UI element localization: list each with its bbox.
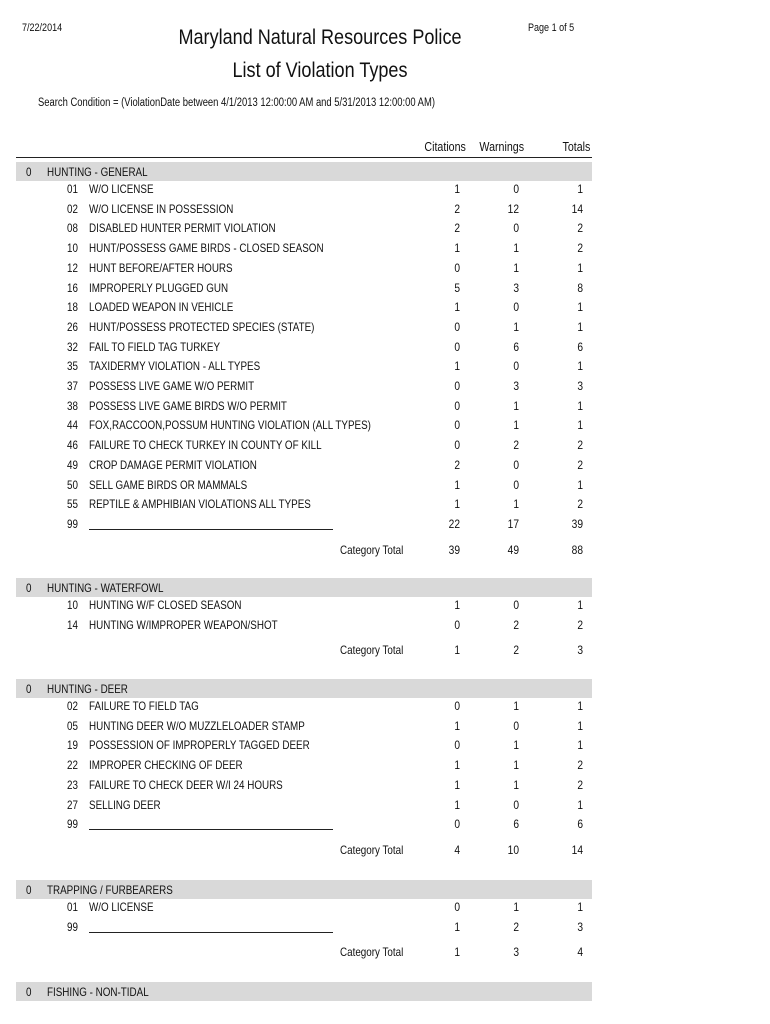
total-totals-value: 3 — [577, 643, 583, 658]
totals-value: 1 — [577, 797, 583, 812]
warnings-value: 2 — [513, 919, 519, 934]
citations-value: 0 — [454, 418, 460, 433]
total-warnings-value: 10 — [507, 842, 519, 857]
warnings-value: 1 — [513, 758, 519, 773]
warnings-value: 2 — [513, 438, 519, 453]
violation-description: HUNT BEFORE/AFTER HOURS — [89, 260, 233, 275]
violation-description: HUNTING W/F CLOSED SEASON — [89, 598, 242, 612]
violation-description: FAIL TO FIELD TAG TURKEY — [89, 339, 221, 354]
totals-value: 1 — [577, 900, 583, 914]
warnings-value: 0 — [513, 598, 519, 612]
category-name: HUNTING - DEER — [47, 682, 128, 696]
category-header — [16, 679, 592, 698]
warnings-value: 12 — [507, 201, 519, 216]
violation-description: SELL GAME BIRDS OR MAMMALS — [89, 477, 248, 492]
violation-row — [0, 517, 770, 537]
warnings-value: 0 — [513, 477, 519, 492]
violation-code: 02 — [67, 699, 78, 713]
violation-row — [0, 719, 770, 739]
category-code: 0 — [26, 883, 32, 897]
citations-value: 0 — [454, 319, 460, 334]
violation-row — [0, 497, 770, 517]
search-condition: Search Condition = (ViolationDate between 4/1/2013 12:00:00 AM and 5/31/2013 12:00:00 AM) — [38, 97, 435, 109]
violation-description: IMPROPERLY PLUGGED GUN — [89, 280, 229, 295]
totals-value: 8 — [577, 280, 583, 295]
totals-value: 1 — [577, 598, 583, 612]
warnings-value: 1 — [513, 241, 519, 256]
total-warnings-value: 49 — [507, 542, 519, 557]
citations-value: 0 — [454, 900, 460, 914]
category-total-label: Category Total — [340, 842, 404, 857]
warnings-value: 6 — [513, 339, 519, 354]
violation-code: 99 — [67, 919, 78, 934]
blank-description-line — [89, 932, 333, 933]
warnings-value: 0 — [513, 221, 519, 236]
category-name: FISHING - NON-TIDAL — [47, 985, 149, 999]
warnings-value: 1 — [513, 497, 519, 512]
violation-description: HUNTING DEER W/O MUZZLELOADER STAMP — [89, 718, 305, 733]
citations-column-header: Citations — [424, 139, 466, 154]
total-citations-value: 1 — [454, 643, 460, 658]
citations-value: 1 — [454, 182, 460, 196]
violation-code: 12 — [67, 260, 78, 275]
violation-code: 10 — [67, 598, 78, 612]
citations-value: 0 — [454, 699, 460, 713]
violation-description: W/O LICENSE — [89, 900, 154, 914]
violation-row — [0, 458, 770, 478]
violation-code: 49 — [67, 457, 78, 472]
violation-code: 22 — [67, 758, 78, 773]
violation-code: 46 — [67, 438, 78, 453]
violation-code: 14 — [67, 617, 78, 632]
violation-description: DISABLED HUNTER PERMIT VIOLATION — [89, 221, 276, 236]
blank-description-line — [89, 529, 333, 530]
category-code: 0 — [26, 165, 32, 179]
citations-value: 0 — [454, 339, 460, 354]
warnings-value: 1 — [513, 260, 519, 275]
violation-description: POSSESS LIVE GAME W/O PERMIT — [89, 379, 255, 393]
warnings-value: 6 — [513, 817, 519, 832]
violation-description: W/O LICENSE IN POSSESSION — [89, 201, 234, 216]
citations-value: 0 — [454, 260, 460, 275]
violation-description: LOADED WEAPON IN VEHICLE — [89, 300, 234, 315]
citations-value: 0 — [454, 817, 460, 832]
warnings-value: 1 — [513, 699, 519, 713]
category-header — [16, 982, 592, 1001]
violation-description: HUNTING W/IMPROPER WEAPON/SHOT — [89, 617, 278, 632]
violation-description: FAILURE TO FIELD TAG — [89, 699, 199, 713]
totals-value: 1 — [577, 398, 583, 413]
violation-row — [0, 817, 770, 837]
warnings-value: 3 — [513, 379, 519, 393]
violation-row — [0, 320, 770, 340]
warnings-value: 0 — [513, 182, 519, 196]
violation-row — [0, 359, 770, 379]
violation-code: 99 — [67, 516, 78, 531]
violation-code: 18 — [67, 300, 78, 315]
warnings-value: 1 — [513, 777, 519, 792]
citations-value: 0 — [454, 379, 460, 393]
violation-code: 01 — [67, 182, 78, 196]
total-citations-value: 4 — [454, 842, 460, 857]
violation-row — [0, 241, 770, 261]
totals-value: 1 — [577, 699, 583, 713]
totals-column-header: Totals — [562, 139, 591, 154]
warnings-value: 1 — [513, 398, 519, 413]
total-totals-value: 88 — [571, 542, 583, 557]
violation-code: 23 — [67, 777, 78, 792]
citations-value: 1 — [454, 497, 460, 512]
citations-value: 1 — [454, 718, 460, 733]
violation-description: POSSESS LIVE GAME BIRDS W/O PERMIT — [89, 398, 287, 413]
category-name: HUNTING - WATERFOWL — [47, 581, 164, 595]
warnings-value: 0 — [513, 718, 519, 733]
totals-value: 2 — [577, 758, 583, 773]
violation-code: 27 — [67, 797, 78, 812]
total-warnings-value: 2 — [513, 643, 519, 658]
citations-value: 0 — [454, 438, 460, 453]
totals-value: 2 — [577, 221, 583, 236]
violation-code: 05 — [67, 718, 78, 733]
category-code: 0 — [26, 682, 32, 696]
violation-row — [0, 261, 770, 281]
citations-value: 5 — [454, 280, 460, 295]
category-code: 0 — [26, 581, 32, 595]
warnings-value: 0 — [513, 359, 519, 374]
category-total-label: Category Total — [340, 945, 404, 960]
violation-row — [0, 738, 770, 758]
violation-code: 02 — [67, 201, 78, 216]
citations-value: 2 — [454, 457, 460, 472]
violation-row — [0, 920, 770, 940]
category-header — [16, 880, 592, 899]
violation-code: 08 — [67, 221, 78, 236]
totals-value: 1 — [577, 319, 583, 334]
totals-value: 2 — [577, 438, 583, 453]
totals-value: 1 — [577, 359, 583, 374]
violation-description: IMPROPER CHECKING OF DEER — [89, 758, 243, 773]
violation-row — [0, 418, 770, 438]
violation-row — [0, 379, 770, 399]
citations-value: 22 — [448, 516, 460, 531]
totals-value: 14 — [571, 201, 583, 216]
violation-description: REPTILE & AMPHIBIAN VIOLATIONS ALL TYPES — [89, 497, 311, 512]
total-totals-value: 14 — [571, 842, 583, 857]
violation-row — [0, 300, 770, 320]
category-total-row — [0, 543, 770, 563]
citations-value: 1 — [454, 797, 460, 812]
warnings-value: 1 — [513, 738, 519, 753]
totals-value: 6 — [577, 339, 583, 354]
violation-code: 35 — [67, 359, 78, 374]
violation-description: HUNT/POSSESS GAME BIRDS - CLOSED SEASON — [89, 241, 324, 256]
violation-description: HUNT/POSSESS PROTECTED SPECIES (STATE) — [89, 319, 315, 334]
warnings-value: 1 — [513, 418, 519, 433]
citations-value: 1 — [454, 598, 460, 612]
violation-description: W/O LICENSE — [89, 182, 154, 196]
report-title: Maryland Natural Resources Police — [178, 26, 462, 49]
category-header — [16, 162, 592, 181]
warnings-column-header: Warnings — [479, 139, 525, 154]
totals-value: 1 — [577, 260, 583, 275]
report-subtitle: List of Violation Types — [232, 59, 408, 82]
totals-value: 1 — [577, 477, 583, 492]
violation-row — [0, 281, 770, 301]
violation-code: 38 — [67, 398, 78, 413]
category-code: 0 — [26, 985, 32, 999]
total-totals-value: 4 — [577, 945, 583, 960]
citations-value: 0 — [454, 398, 460, 413]
totals-value: 6 — [577, 817, 583, 832]
totals-value: 2 — [577, 777, 583, 792]
citations-value: 2 — [454, 221, 460, 236]
violation-row — [0, 900, 770, 920]
violation-code: 10 — [67, 241, 78, 256]
category-total-label: Category Total — [340, 643, 404, 658]
warnings-value: 0 — [513, 300, 519, 315]
total-citations-value: 1 — [454, 945, 460, 960]
warnings-value: 1 — [513, 900, 519, 914]
violation-row — [0, 182, 770, 202]
totals-value: 1 — [577, 738, 583, 753]
violation-row — [0, 202, 770, 222]
category-name: HUNTING - GENERAL — [47, 165, 148, 179]
citations-value: 0 — [454, 617, 460, 632]
violation-row — [0, 798, 770, 818]
category-total-row — [0, 843, 770, 863]
violation-code: 16 — [67, 280, 78, 295]
violation-code: 99 — [67, 817, 78, 832]
totals-value: 1 — [577, 300, 583, 315]
totals-value: 2 — [577, 497, 583, 512]
total-warnings-value: 3 — [513, 945, 519, 960]
totals-value: 3 — [577, 919, 583, 934]
violation-code: 44 — [67, 418, 78, 433]
violation-description: FAILURE TO CHECK TURKEY IN COUNTY OF KILL — [89, 438, 322, 453]
citations-value: 1 — [454, 919, 460, 934]
violation-row — [0, 478, 770, 498]
violation-row — [0, 778, 770, 798]
category-total-row — [0, 945, 770, 965]
header-divider — [16, 157, 592, 158]
violation-row — [0, 399, 770, 419]
category-header — [16, 578, 592, 597]
totals-value: 2 — [577, 457, 583, 472]
violation-row — [0, 758, 770, 778]
violation-code: 37 — [67, 379, 78, 393]
totals-value: 2 — [577, 241, 583, 256]
warnings-value: 0 — [513, 457, 519, 472]
citations-value: 1 — [454, 777, 460, 792]
citations-value: 1 — [454, 241, 460, 256]
violation-code: 55 — [67, 497, 78, 512]
violation-description: FAILURE TO CHECK DEER W/I 24 HOURS — [89, 777, 283, 792]
category-total-row — [0, 643, 770, 663]
violation-row — [0, 598, 770, 618]
totals-value: 1 — [577, 182, 583, 196]
violation-code: 50 — [67, 477, 78, 492]
warnings-value: 0 — [513, 797, 519, 812]
report-date: 7/22/2014 — [22, 22, 63, 34]
totals-value: 2 — [577, 617, 583, 632]
warnings-value: 3 — [513, 280, 519, 295]
category-total-label: Category Total — [340, 542, 404, 557]
violation-code: 32 — [67, 339, 78, 354]
violation-description: FOX,RACCOON,POSSUM HUNTING VIOLATION (ALL TYPES) — [89, 418, 371, 433]
warnings-value: 1 — [513, 319, 519, 334]
citations-value: 1 — [454, 300, 460, 315]
totals-value: 1 — [577, 718, 583, 733]
citations-value: 1 — [454, 758, 460, 773]
total-citations-value: 39 — [448, 542, 460, 557]
violation-row — [0, 618, 770, 638]
violation-row — [0, 699, 770, 719]
violation-description: POSSESSION OF IMPROPERLY TAGGED DEER — [89, 738, 310, 753]
totals-value: 1 — [577, 418, 583, 433]
citations-value: 0 — [454, 738, 460, 753]
citations-value: 1 — [454, 477, 460, 492]
violation-row — [0, 438, 770, 458]
violation-code: 01 — [67, 900, 78, 914]
violation-row — [0, 221, 770, 241]
warnings-value: 17 — [507, 516, 519, 531]
violation-code: 26 — [67, 319, 78, 334]
citations-value: 1 — [454, 359, 460, 374]
violation-description: CROP DAMAGE PERMIT VIOLATION — [89, 457, 257, 472]
totals-value: 39 — [571, 516, 583, 531]
violation-code: 19 — [67, 738, 78, 753]
totals-value: 3 — [577, 379, 583, 393]
violation-description: SELLING DEER — [89, 797, 161, 812]
blank-description-line — [89, 829, 333, 830]
page-number: Page 1 of 5 — [528, 22, 575, 34]
violation-description: TAXIDERMY VIOLATION - ALL TYPES — [89, 359, 261, 374]
category-name: TRAPPING / FURBEARERS — [47, 883, 173, 897]
violation-row — [0, 340, 770, 360]
warnings-value: 2 — [513, 617, 519, 632]
citations-value: 2 — [454, 201, 460, 216]
